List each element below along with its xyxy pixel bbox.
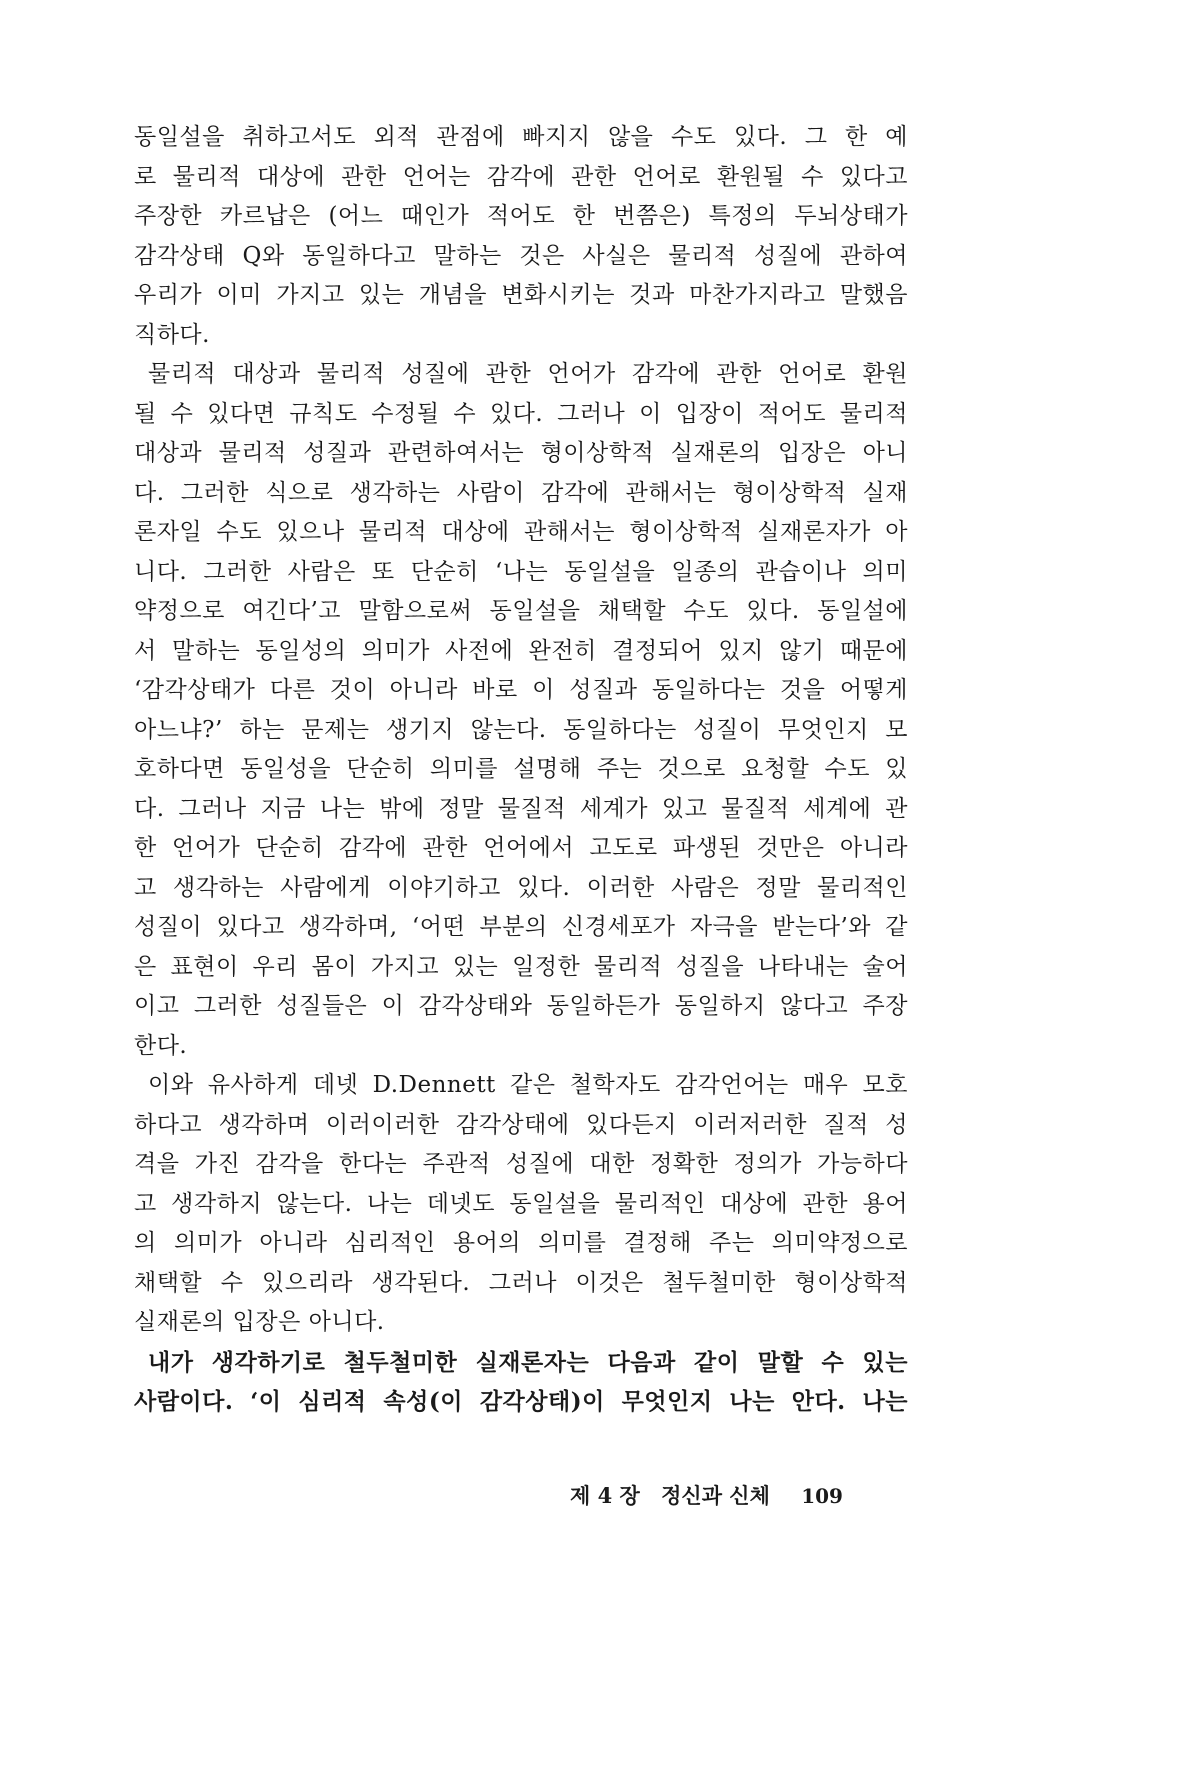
text-line: 물리적 대상과 물리적 성질에 관한 언어가 감각에 관한 언어로 환원 bbox=[148, 361, 908, 387]
text-line: 이고 그러한 성질들은 이 감각상태와 동일하든가 동일하지 않다고 주장 bbox=[134, 993, 908, 1019]
page-footer bbox=[570, 1480, 910, 1510]
text-line: 동일설을 취하고서도 외적 관점에 빠지지 않을 수도 있다. 그 한 예 bbox=[134, 124, 908, 150]
text-line: 이와 유사하게 데넷 D.Dennett 같은 철학자도 감각언어는 매우 모호 bbox=[148, 1072, 908, 1098]
text-line: 될 수 있다면 규칙도 수정될 수 있다. 그러나 이 입장이 적어도 물리적 bbox=[134, 400, 908, 427]
text-line: 고 생각하는 사람에게 이야기하고 있다. 이러한 사람은 정말 물리적인 bbox=[134, 874, 908, 901]
page-body bbox=[134, 118, 908, 1422]
text-line: 서 말하는 동일성의 의미가 사전에 완전히 결정되어 있지 않기 때문에 bbox=[134, 637, 908, 664]
text-line: 실재론의 입장은 아니다. bbox=[134, 1309, 385, 1335]
text-line: ‘감각상태가 다른 것이 아니라 바로 이 성질과 동일하다는 것을 어떻게 bbox=[134, 677, 908, 703]
chapter-label: 제 4 장 bbox=[570, 1483, 640, 1508]
text-line: 고 생각하지 않는다. 나는 데넷도 동일설을 물리적인 대상에 관한 용어 bbox=[134, 1190, 908, 1217]
text-line: 약정으로 여긴다’고 말함으로써 동일설을 채택할 수도 있다. 동일설에 bbox=[134, 598, 908, 624]
text-line: 감각상태 Q와 동일하다고 말하는 것은 사실은 물리적 성질에 관하여 bbox=[134, 242, 908, 269]
section-title: 정신과 신체 bbox=[661, 1483, 770, 1508]
text-line: 격을 가진 감각을 한다는 주관적 성질에 대한 정확한 정의가 가능하다 bbox=[134, 1151, 908, 1177]
text-line: 한 언어가 단순히 감각에 관한 언어에서 고도로 파생된 것만은 아니라 bbox=[134, 835, 908, 861]
text-line: 사람이다. ‘이 심리적 속성(이 감각상태)이 무엇인지 나는 안다. 나는 bbox=[134, 1388, 908, 1415]
text-line: 은 표현이 우리 몸이 가지고 있는 일정한 물리적 성질을 나타내는 술어 bbox=[134, 953, 908, 980]
text-line: 니다. 그러한 사람은 또 단순히 ‘나는 동일설을 일종의 관습이나 의미 bbox=[134, 558, 908, 585]
text-line: 다. 그러한 식으로 생각하는 사람이 감각에 관해서는 형이상학적 실재 bbox=[134, 479, 908, 506]
text-line: 주장한 카르납은 (어느 때인가 적어도 한 번쯤은) 특정의 두뇌상태가 bbox=[134, 203, 908, 229]
text-line: 의 의미가 아니라 심리적인 용어의 의미를 결정해 주는 의미약정으로 bbox=[134, 1230, 908, 1256]
text-line: 호하다면 동일성을 단순히 의미를 설명해 주는 것으로 요청할 수도 있 bbox=[134, 756, 908, 782]
text-line: 직하다. bbox=[134, 321, 210, 348]
text-line: 내가 생각하기로 철두철미한 실재론자는 다음과 같이 말할 수 있는 bbox=[148, 1348, 908, 1376]
text-line: 로 물리적 대상에 관한 언어는 감각에 관한 언어로 환원될 수 있다고 bbox=[134, 163, 908, 190]
text-line: 다. 그러나 지금 나는 밖에 정말 물질적 세계가 있고 물질적 세계에 관 bbox=[134, 795, 908, 822]
text-line: 대상과 물리적 성질과 관련하여서는 형이상학적 실재론의 입장은 아니 bbox=[134, 440, 908, 466]
page-number: 109 bbox=[801, 1484, 843, 1508]
text-line: 론자일 수도 있으나 물리적 대상에 관해서는 형이상학적 실재론자가 아 bbox=[134, 519, 908, 545]
text-line: 성질이 있다고 생각하며, ‘어떤 부분의 신경세포가 자극을 받는다’와 같 bbox=[134, 914, 908, 940]
text-line: 우리가 이미 가지고 있는 개념을 변화시키는 것과 마찬가지라고 말했음 bbox=[134, 282, 908, 308]
text-line: 한다. bbox=[134, 1032, 188, 1059]
text-line: 채택할 수 있으리라 생각된다. 그러나 이것은 철두철미한 형이상학적 bbox=[134, 1269, 908, 1296]
text-line: 아느냐?’ 하는 문제는 생기지 않는다. 동일하다는 성질이 무엇인지 모 bbox=[134, 716, 908, 743]
text-line: 하다고 생각하며 이러이러한 감각상태에 있다든지 이러저러한 질적 성 bbox=[134, 1111, 908, 1138]
